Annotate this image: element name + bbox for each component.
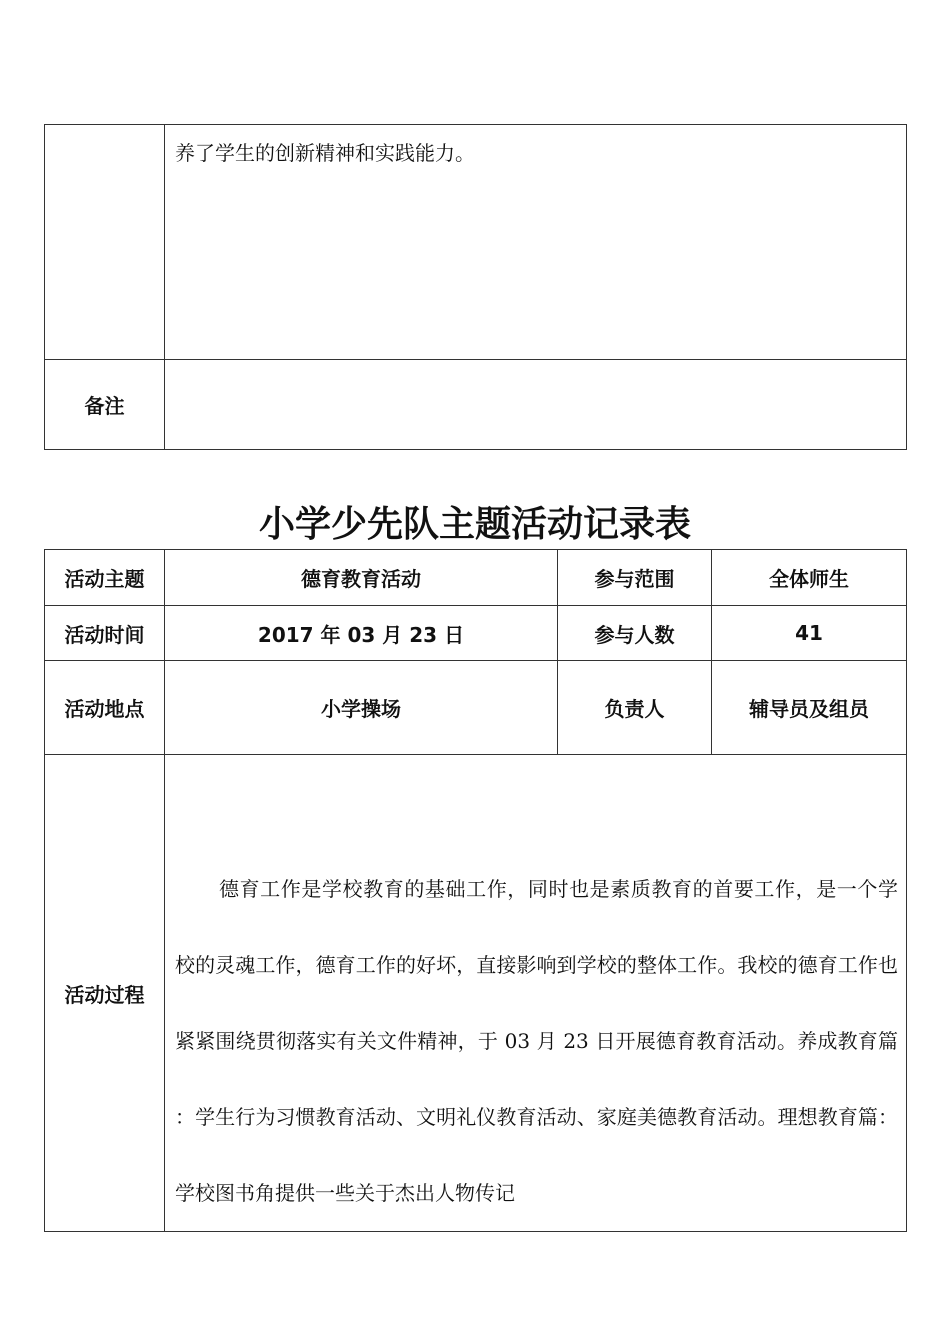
process-row [45, 755, 907, 1232]
place-label: 活动地点 [45, 661, 165, 755]
remarks-row [45, 360, 907, 450]
process-cell [165, 755, 907, 1232]
scope-label: 参与范围 [558, 550, 712, 606]
time-value: 2017 年 03 月 23 日 [165, 606, 558, 661]
form-title: 小学少先队主题活动记录表 [258, 504, 691, 545]
place-value: 小学操场 [165, 661, 558, 755]
place-row [45, 661, 907, 755]
continued-table [44, 124, 907, 450]
process-label: 活动过程 [45, 755, 165, 1232]
continued-row [45, 125, 907, 360]
activity-record-table [44, 549, 907, 1232]
continued-text: 养了学生的创新精神和实践能力。 [165, 125, 907, 360]
time-label: 活动时间 [45, 606, 165, 661]
count-label: 参与人数 [558, 606, 712, 661]
time-row [45, 606, 907, 661]
scope-value: 全体师生 [712, 550, 907, 606]
process-text: 德育工作是学校教育的基础工作，同时也是素质教育的首要工作，是一个学校的灵魂工作，德育工作的好坏，直接影响到学校的整体工作。我校的德育工作也紧紧围绕贯彻落实有关文件精神，于 03 月 23 日开展德育教育活动。养成教育篇 ：学生行为习惯教育活动、文明礼仪教育活动、家庭美德教育活动。理想教育篇：学校图书角提供一些关于杰出人物传记 [175, 877, 898, 1205]
leader-value: 辅导员及组员 [712, 661, 907, 755]
remarks-label: 备注 [45, 360, 165, 450]
theme-row [45, 550, 907, 606]
leader-label: 负责人 [558, 661, 712, 755]
theme-label: 活动主题 [45, 550, 165, 606]
continued-label-cell [45, 125, 165, 360]
theme-value: 德育教育活动 [165, 550, 558, 606]
remarks-value [165, 360, 907, 450]
count-value: 41 [712, 606, 907, 661]
